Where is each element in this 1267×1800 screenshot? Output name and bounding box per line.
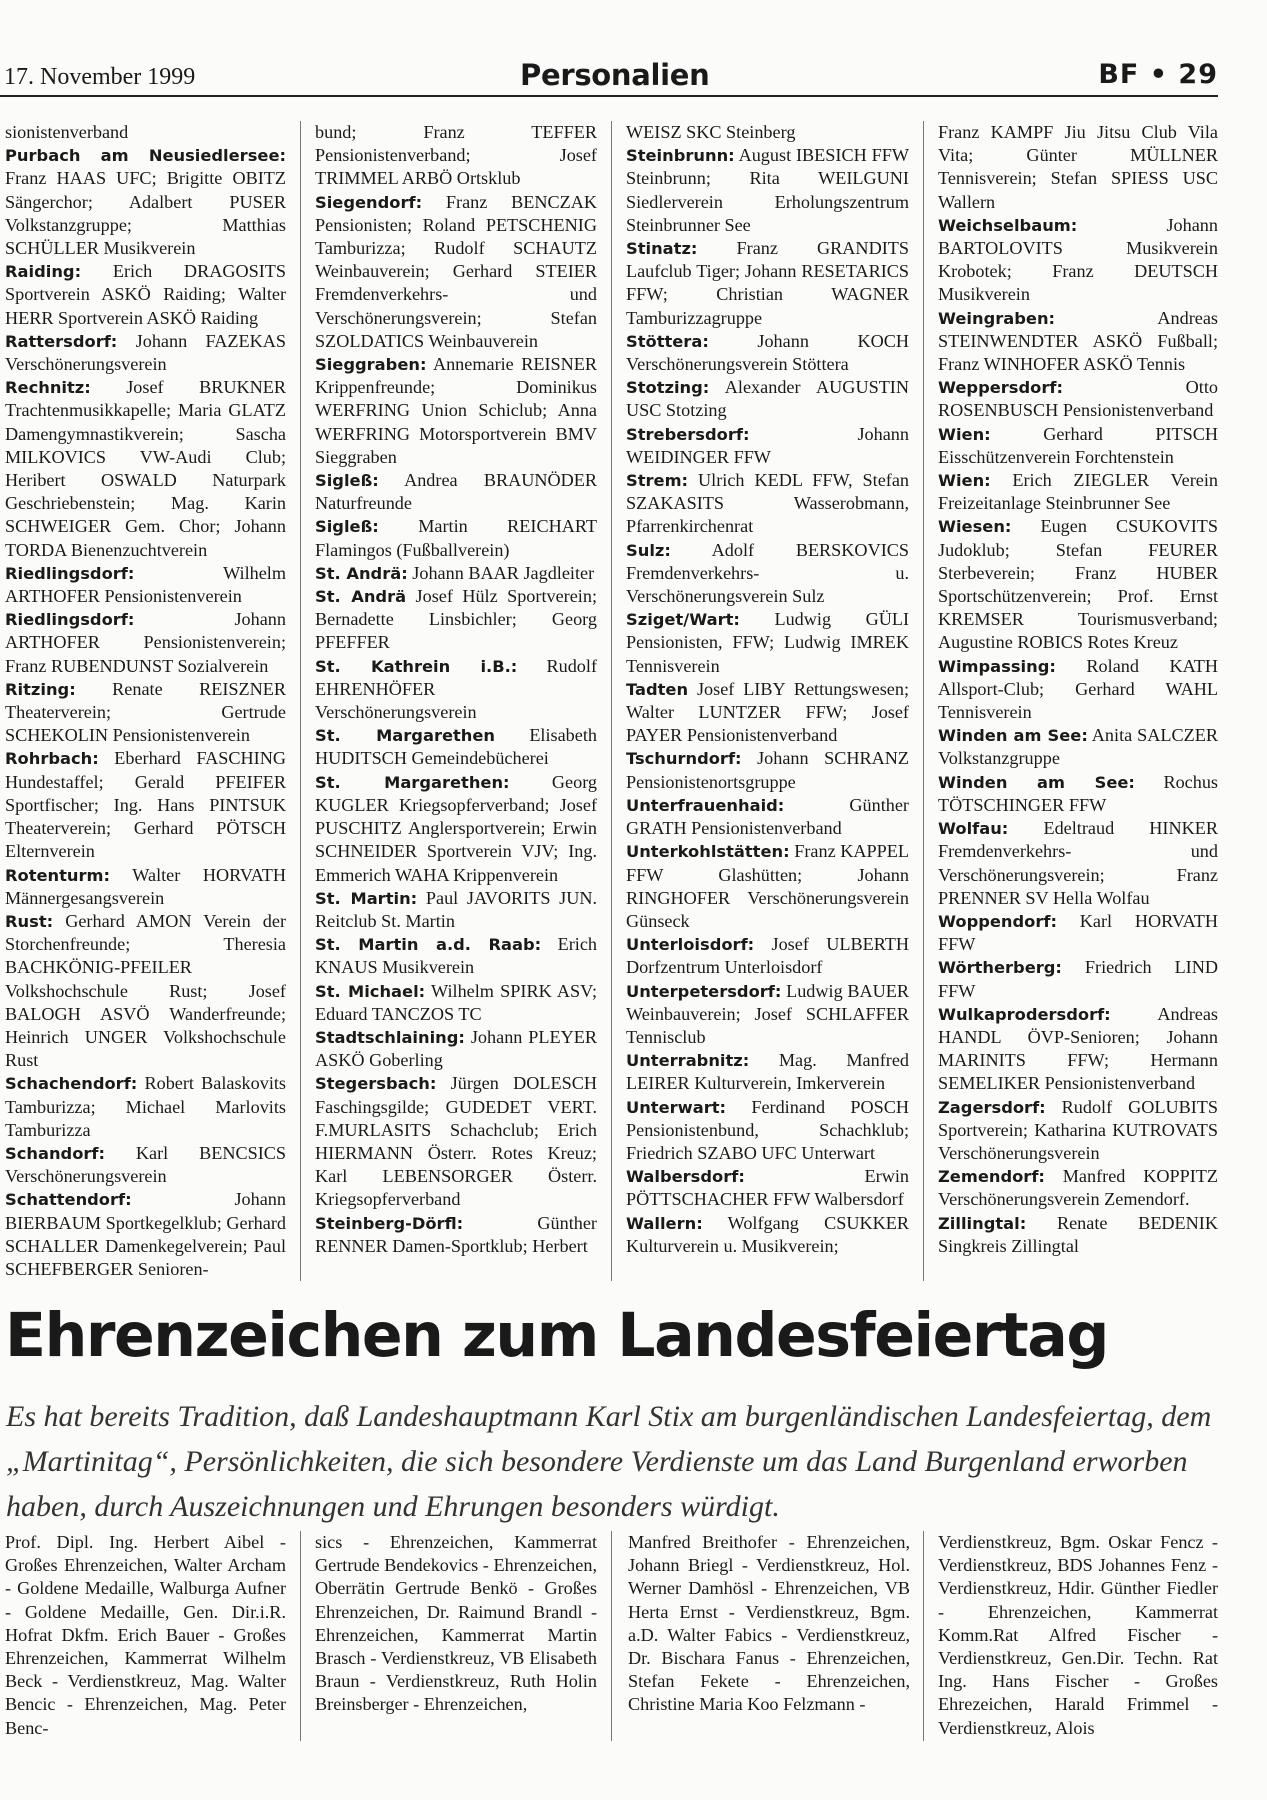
issue-date: 17. November 1999: [4, 64, 196, 90]
entry-text: Rudolf EHRENHÖFER Verschönerungsverein: [315, 655, 598, 723]
place-name: Sigleß:: [315, 471, 379, 491]
place-name: Wörtherberg:: [938, 958, 1062, 978]
list-entry: [626, 144, 909, 237]
place-name: Purbach am Neusiedlersee:: [5, 146, 286, 166]
list-entry: [5, 562, 286, 608]
entry-text: Mag. Manfred LEIRER Kulturverein, Imkerverein: [626, 1050, 909, 1094]
entry-text: Johann PLEYER ASKÖ Goberling: [315, 1026, 597, 1071]
entry-text: sionistenverband: [5, 122, 129, 142]
list-column-2: [315, 121, 597, 1258]
entry-text: Franz KAPPEL FFW Glashütten; Johann RINGHOFER Verschönerungsverein Günseck: [626, 841, 909, 931]
entry-text: Andreas STEINWENDTER ASKÖ Fußball; Franz WINHOFER ASKÖ Tennis: [938, 307, 1218, 375]
entry-text: Johann KOCH Verschönerungsverein Stöttera: [626, 330, 909, 375]
place-name: Unterpetersdorf:: [626, 981, 782, 1001]
place-name: Strem:: [626, 471, 689, 491]
entry-text: Franz HAAS UFC; Brigitte OBITZ Sängerchor; Adalbert PUSER Volkstanzgruppe; Matthias SCHÜLLER Musikverein: [5, 168, 286, 259]
list-entry: [315, 724, 597, 770]
list-entry: [626, 840, 909, 933]
section-title: Personalien: [520, 58, 710, 92]
entry-text: Johann BAAR Jagdleiter: [412, 562, 595, 583]
list-entry: [5, 376, 286, 562]
entry-text: Günther RENNER Damen-Sportklub; Herbert: [315, 1212, 597, 1256]
entry-text: Günther GRATH Pensionistenverband: [626, 794, 909, 839]
place-name: Schachendorf:: [5, 1074, 138, 1094]
list-entry: [938, 817, 1218, 910]
list-entry: [938, 655, 1218, 725]
place-name: Schattendorf:: [5, 1190, 132, 1210]
place-name: Rust:: [5, 911, 54, 931]
list-entry: [5, 1072, 286, 1142]
entry-text: Karl BENCSICS Verschönerungsverein: [5, 1142, 286, 1187]
page-number: BF • 29: [1098, 59, 1218, 90]
entry-text: Rochus TÖTSCHINGER FFW: [938, 771, 1218, 815]
entry-text: Josef Hülz Sportverein; Bernadette Linsbichler; Georg PFEFFER: [315, 586, 598, 653]
place-name: Weingraben:: [938, 308, 1056, 328]
list-entry: [938, 1003, 1218, 1096]
list-entry: [938, 214, 1218, 307]
entry-text: Erich DRAGOSITS Sportverein ASKÖ Raiding; Walter HERR Sportverein ASKÖ Raiding: [5, 261, 286, 328]
entry-text: Adolf BERSKOVICS Fremdenverkehrs- u. Verschönerungsverein Sulz: [626, 539, 910, 607]
place-name: St. Margarethen: [315, 726, 496, 746]
list-entry: [938, 1096, 1218, 1166]
list-entry: [626, 539, 909, 609]
list-entry: [626, 794, 909, 840]
column-divider: [923, 1531, 924, 1741]
entry-text: Eberhard FASCHING Hundestaffel; Gerald PFEIFER Sportfischer; Ing. Hans PINTSUK Theaterverein; Gerhard PÖTSCH Elternverein: [5, 748, 286, 862]
entry-text: Andreas HANDL ÖVP-Senioren; Johann MARINITS FFW; Hermann SEMELIKER Pensionistenverband: [938, 1003, 1218, 1094]
place-name: Stegersbach:: [315, 1074, 437, 1094]
entry-text: Renate REISZNER Theaterverein; Gertrude SCHEKOLIN Pensionistenverein: [5, 678, 286, 746]
list-entry: [5, 910, 286, 1072]
place-name: Unterfrauenhaid:: [626, 795, 785, 815]
entry-text: Paul JAVORITS JUN. Reitclub St. Martin: [315, 887, 598, 931]
page-header: [0, 58, 1218, 96]
place-name: Tschurndorf:: [626, 749, 742, 769]
place-name: Steinberg-Dörfl:: [315, 1213, 464, 1233]
column-divider: [923, 121, 924, 1281]
place-name: Weichselbaum:: [938, 215, 1078, 235]
column-divider: [300, 121, 301, 1281]
entry-text: Johann BARTOLOVITS Musikverein Krobotek; Franz DEUTSCH Musikverein: [938, 214, 1218, 305]
entry-text: August IBESICH FFW Steinbrunn; Rita WEILGUNI Siedlerverein Erholungszentrum Steinbrunner See: [626, 145, 909, 235]
list-entry: [315, 1072, 597, 1211]
entry-text: Gerhard AMON Verein der Storchenfreunde; Theresia BACHKÖNIG-PFEILER Volkshochschule Rust; Josef BALOGH ASVÖ Wanderfreunde; Heinrich UNGER Volkshochschule Rust: [5, 910, 286, 1071]
header-rule: [0, 95, 1218, 97]
place-name: Winden am See:: [938, 726, 1088, 746]
place-name: Schandorf:: [5, 1143, 106, 1163]
list-entry: [315, 191, 597, 353]
entry-text: Wolfgang CSUKKER Kulturverein u. Musikverein;: [626, 1212, 909, 1256]
entry-text: Manfred KOPPITZ Verschönerungsverein Zemendorf.: [938, 1166, 1218, 1210]
place-name: Tadten: [626, 679, 689, 699]
list-entry: [626, 1096, 909, 1166]
article-column-3: Manfred Breithofer - Ehrenzeichen, Johann Briegl - Verdienstkreuz, Hol. Werner Damhösl - Ehrenzeichen, VB Herta Ernst - Verdienstkreuz, Bgm. a.D. Walter Fabics - Verdienstkreuz, Dr. Bischara Fanus - Ehrenzeichen, Stefan Fekete - Ehrenzeichen, Christine Maria Koo Felzmann -: [628, 1532, 910, 1715]
entry-text: Josef BRUKNER Trachtenmusikkapelle; Maria GLATZ Damengymnastikverein; Sascha MILKOVICS VW-Audi Club; Heribert OSWALD Naturpark Geschriebenstein; Mag. Karin SCHWEIGER Gem. Chor; Johann TORDA Bienenzuchtverein: [5, 377, 286, 560]
place-name: St. Martin:: [315, 888, 418, 908]
entry-text: Johann ARTHOFER Pensionistenverein; Franz RUBENDUNST Sozialverein: [5, 609, 286, 676]
list-entry: [315, 353, 597, 469]
list-entry: [626, 933, 909, 979]
entry-text: Franz GRANDITS Laufclub Tiger; Johann RESETARICS FFW; Christian WAGNER Tamburizzagruppe: [626, 238, 909, 328]
article-headline: Ehrenzeichen zum Landesfeiertag: [5, 1300, 1108, 1371]
entry-text: Johann BIERBAUM Sportkegelklub; Gerhard SCHALLER Damenkegelverein; Paul SCHEFBERGER Senioren-: [5, 1189, 286, 1279]
place-name: St. Kathrein i.B.:: [315, 656, 518, 676]
place-name: Raiding:: [5, 262, 82, 282]
place-name: Weppersdorf:: [938, 378, 1063, 398]
place-name: Winden am See:: [938, 772, 1135, 792]
list-column-3: [626, 121, 909, 1258]
entry-text: Eugen CSUKOVITS Judoklub; Stefan FEURER Sterbeverein; Franz HUBER Sportschützenverein; Prof. Ernst KREMSER Tourismusverband; Augustine ROBICS Rotes Kreuz: [938, 516, 1219, 653]
entry-text: Walter HORVATH Männergesangsverein: [5, 864, 286, 908]
place-name: Zemendorf:: [938, 1167, 1045, 1187]
place-name: Rotenturm:: [5, 865, 111, 885]
place-name: Wien:: [938, 471, 991, 491]
column-divider: [611, 121, 612, 1281]
entry-text: Franz BENCZAK Pensionisten; Roland PETSCHENIG Tamburizza; Rudolf SCHAUTZ Weinbauverein; Gerhard STEIER Fremdenverkehrs- und Verschönerungsverein; Stefan SZOLDATICS Weinbauverein: [315, 191, 597, 351]
list-entry: [315, 121, 597, 191]
entry-text: Johann FAZEKAS Verschönerungsverein: [5, 330, 287, 375]
list-entry: [5, 144, 286, 260]
entry-text: Ferdinand POSCH Pensionistenbund, Schachklub; Friedrich SZABO UFC Unterwart: [626, 1096, 909, 1163]
place-name: Unterrabnitz:: [626, 1051, 750, 1071]
entry-text: Ludwig BAUER Weinbauverein; Josef SCHLAFFER Tennisclub: [626, 980, 909, 1047]
list-entry: [5, 747, 286, 863]
list-entry: [626, 608, 909, 678]
place-name: Unterkohlstätten:: [626, 842, 790, 862]
list-entry: [938, 910, 1218, 956]
entry-text: Erich KNAUS Musikverein: [315, 934, 597, 978]
entry-text: Jürgen DOLESCH Faschingsgilde; GUDEDET VERT. F.MURLASITS Schachclub; Erich HIERMANN Österr. Rotes Kreuz; Karl LEBENSORGER Österr. Kriegsopferverband: [315, 1073, 597, 1210]
list-entry: [626, 1212, 909, 1258]
place-name: St. Andrä: [315, 587, 407, 607]
entry-text: Alexander AUGUSTIN USC Stotzing: [626, 377, 909, 421]
list-entry: [5, 330, 286, 376]
entry-text: bund; Franz TEFFER Pensionistenverband; Josef TRIMMEL ARBÖ Ortsklub: [315, 122, 597, 189]
column-divider: [611, 1531, 612, 1741]
column-divider: [300, 1531, 301, 1741]
entry-text: Edeltraud HINKER Fremdenverkehrs- und Verschönerungsverein; Franz PRENNER SV Hella Wolfau: [938, 818, 1219, 908]
article-column-1: Prof. Dipl. Ing. Herbert Aibel - Großes Ehrenzeichen, Walter Archam - Goldene Medaille, Walburga Aufner - Goldene Medaille, Gen. Dir.i.R. Hofrat Dkfm. Erich Bauer - Großes Ehrenzeichen, Kammerrat Wilhelm Beck - Verdienstkreuz, Mag. Walter Bencic - Ehrenzeichen, Mag. Peter Benc-: [5, 1532, 286, 1738]
list-entry: [626, 1049, 909, 1095]
list-entry: [626, 747, 909, 793]
list-entry: [5, 121, 286, 144]
list-column-4: [938, 121, 1218, 1258]
list-entry: [626, 376, 909, 422]
list-entry: [315, 933, 597, 979]
entry-text: Gerhard PITSCH Eisschützenverein Forchtenstein: [938, 423, 1218, 467]
entry-text: Josef ULBERTH Dorfzentrum Unterloisdorf: [626, 934, 909, 978]
place-name: Riedlingsdorf:: [5, 610, 135, 630]
list-entry: [626, 121, 909, 144]
list-entry: [5, 678, 286, 748]
entry-text: Robert Balaskovits Tamburizza; Michael Marlovits Tamburizza: [5, 1073, 287, 1140]
list-entry: [938, 121, 1218, 214]
place-name: Stinatz:: [626, 239, 698, 259]
place-name: Unterwart:: [626, 1097, 727, 1117]
list-entry: [626, 469, 909, 539]
list-entry: [315, 887, 597, 933]
list-entry: [626, 678, 909, 748]
place-name: Wien:: [938, 424, 991, 444]
entry-text: Johann WEIDINGER FFW: [626, 423, 909, 467]
entry-text: Ludwig GÜLI Pensionisten, FFW; Ludwig IMREK Tennisverein: [626, 609, 910, 676]
list-entry: [5, 1142, 286, 1188]
entry-text: Rudolf GOLUBITS Sportverein; Katharina KUTROVATS Verschönerungsverein: [938, 1096, 1219, 1163]
entry-text: Johann SCHRANZ Pensionistenortsgruppe: [626, 748, 910, 792]
place-name: Wulkaprodersdorf:: [938, 1004, 1111, 1024]
list-entry: [5, 608, 286, 678]
list-entry: [5, 1188, 286, 1281]
entry-text: Otto ROSENBUSCH Pensionistenverband: [938, 377, 1218, 421]
place-name: Siegendorf:: [315, 192, 423, 212]
entry-text: Wilhelm ARTHOFER Pensionistenverein: [5, 562, 286, 607]
list-entry: [315, 771, 597, 887]
list-entry: [315, 1026, 597, 1072]
place-name: St. Michael:: [315, 981, 426, 1001]
list-entry: [5, 260, 286, 330]
entry-text: Roland KATH Allsport-Club; Gerhard WAHL Tennisverein: [938, 655, 1218, 723]
place-name: Sigleß:: [315, 517, 379, 537]
place-name: Riedlingsdorf:: [5, 563, 135, 583]
place-name: Zagersdorf:: [938, 1097, 1046, 1117]
list-entry: [626, 423, 909, 469]
list-entry: [938, 376, 1218, 422]
entry-text: Karl HORVATH FFW: [938, 910, 1218, 955]
list-entry: [315, 562, 597, 585]
list-entry: [5, 864, 286, 910]
entry-text: Georg KUGLER Kriegsopferverband; Josef PUSCHITZ Anglersportverein; Erwin SCHNEIDER Sportverein VJV; Ing. Emmerich WAHA Krippenverein: [315, 771, 598, 885]
list-entry: [938, 1212, 1218, 1258]
place-name: St. Margarethen:: [315, 772, 510, 792]
list-entry: [626, 1165, 909, 1211]
list-entry: [315, 1212, 597, 1258]
entry-text: Renate BEDENIK Singkreis Zillingtal: [938, 1212, 1218, 1256]
place-name: Zillingtal:: [938, 1213, 1027, 1233]
list-entry: [938, 1165, 1218, 1211]
article-lead: Es hat bereits Tradition, daß Landeshauptmann Karl Stix am burgenländischen Landesfeiertag, dem „Martinitag“, Persönlichkeiten, die sich besondere Verdienste um das Land Burgenland erworben haben, durch Auszeichnungen und Ehrungen besonders würdigt.: [6, 1400, 1212, 1523]
entry-text: Erwin PÖTTSCHACHER FFW Walbersdorf: [626, 1166, 909, 1210]
list-entry: [315, 515, 597, 561]
entry-text: Ulrich KEDL FFW, Stefan SZAKASITS Wasserobmann, Pfarrenkirchenrat: [626, 470, 910, 537]
list-entry: [315, 469, 597, 515]
list-entry: [626, 237, 909, 330]
entry-text: Annemarie REISNER Krippenfreunde; Dominikus WERFRING Union Schiclub; Anna WERFRING Motorsportverein BMV Sieggraben: [315, 354, 597, 467]
entry-text: Wilhelm SPIRK ASV; Eduard TANCZOS TC: [315, 980, 597, 1024]
list-entry: [938, 307, 1218, 377]
list-entry: [938, 956, 1218, 1002]
entry-text: WEISZ SKC Steinberg: [626, 122, 796, 142]
list-column-1: [5, 121, 286, 1281]
list-entry: [315, 980, 597, 1026]
entry-text: Anita SALCZER Volkstanzgruppe: [938, 725, 1218, 769]
list-entry: [626, 980, 909, 1050]
list-entry: [938, 724, 1218, 770]
place-name: Woppendorf:: [938, 911, 1057, 931]
list-entry: [938, 469, 1218, 515]
place-name: Stotzing:: [626, 378, 710, 398]
list-entry: [938, 771, 1218, 817]
entry-text: Josef LIBY Rettungswesen; Walter LUNTZER FFW; Josef PAYER Pensionistenverband: [626, 678, 910, 746]
entry-text: Franz KAMPF Jiu Jitsu Club Vila Vita; Günter MÜLLNER Tennisverein; Stefan SPIESS USC Wallern: [938, 122, 1218, 212]
place-name: Ritzing:: [5, 679, 76, 699]
place-name: Rattersdorf:: [5, 331, 118, 351]
place-name: Sulz:: [626, 540, 671, 560]
place-name: Rohrbach:: [5, 749, 99, 769]
place-name: Stöttera:: [626, 331, 709, 351]
place-name: Sziget/Wart:: [626, 610, 740, 630]
list-entry: [938, 423, 1218, 469]
article-column-2: sics - Ehrenzeichen, Kammerrat Gertrude Bendekovics - Ehrenzeichen, Oberrätin Gertrude Benkö - Großes Ehrenzeichen, Dr. Raimund Brandl - Ehrenzeichen, Kammerrat Martin Brasch - Verdienstkreuz, VB Elisabeth Braun - Verdienstkreuz, Ruth Holin Breinsberger - Ehrenzeichen,: [315, 1532, 597, 1715]
place-name: Steinbrunn:: [626, 146, 735, 166]
place-name: Wolfau:: [938, 819, 1009, 839]
list-entry: [315, 585, 597, 655]
entry-text: Elisabeth HUDITSCH Gemeindebücherei: [315, 725, 597, 769]
entry-text: Erich ZIEGLER Verein Freizeitanlage Steinbrunner See: [938, 470, 1218, 514]
place-name: Walbersdorf:: [626, 1167, 745, 1187]
place-name: Wallern:: [626, 1213, 703, 1233]
place-name: Wimpassing:: [938, 656, 1056, 676]
list-entry: [626, 330, 909, 376]
entry-text: Andrea BRAUNÖDER Naturfreunde: [315, 470, 598, 514]
entry-text: Friedrich LIND FFW: [938, 957, 1219, 1001]
place-name: Sieggraben:: [315, 355, 427, 375]
place-name: Rechnitz:: [5, 378, 91, 398]
article-column-4: Verdienstkreuz, Bgm. Oskar Fencz - Verdienstkreuz, BDS Johannes Fenz - Verdienstkreuz, Hdir. Günther Fiedler - Ehrenzeichen, Kammerrat Komm.Rat Alfred Fischer - Verdienstkreuz, Gen.Dir. Techn. Rat Ing. Hans Fischer - Großes Ehrezeichen, Harald Frimmel - Verdienstkreuz, Alois: [938, 1532, 1218, 1738]
place-name: Wiesen:: [938, 517, 1012, 537]
place-name: St. Andrä:: [315, 563, 408, 583]
place-name: Stadtschlaining:: [315, 1027, 465, 1047]
place-name: Strebersdorf:: [626, 424, 750, 444]
entry-text: Martin REICHART Flamingos (Fußballverein): [315, 516, 597, 560]
place-name: St. Martin a.d. Raab:: [315, 935, 542, 955]
place-name: Unterloisdorf:: [626, 935, 755, 955]
list-entry: [315, 655, 597, 725]
list-entry: [938, 515, 1218, 654]
